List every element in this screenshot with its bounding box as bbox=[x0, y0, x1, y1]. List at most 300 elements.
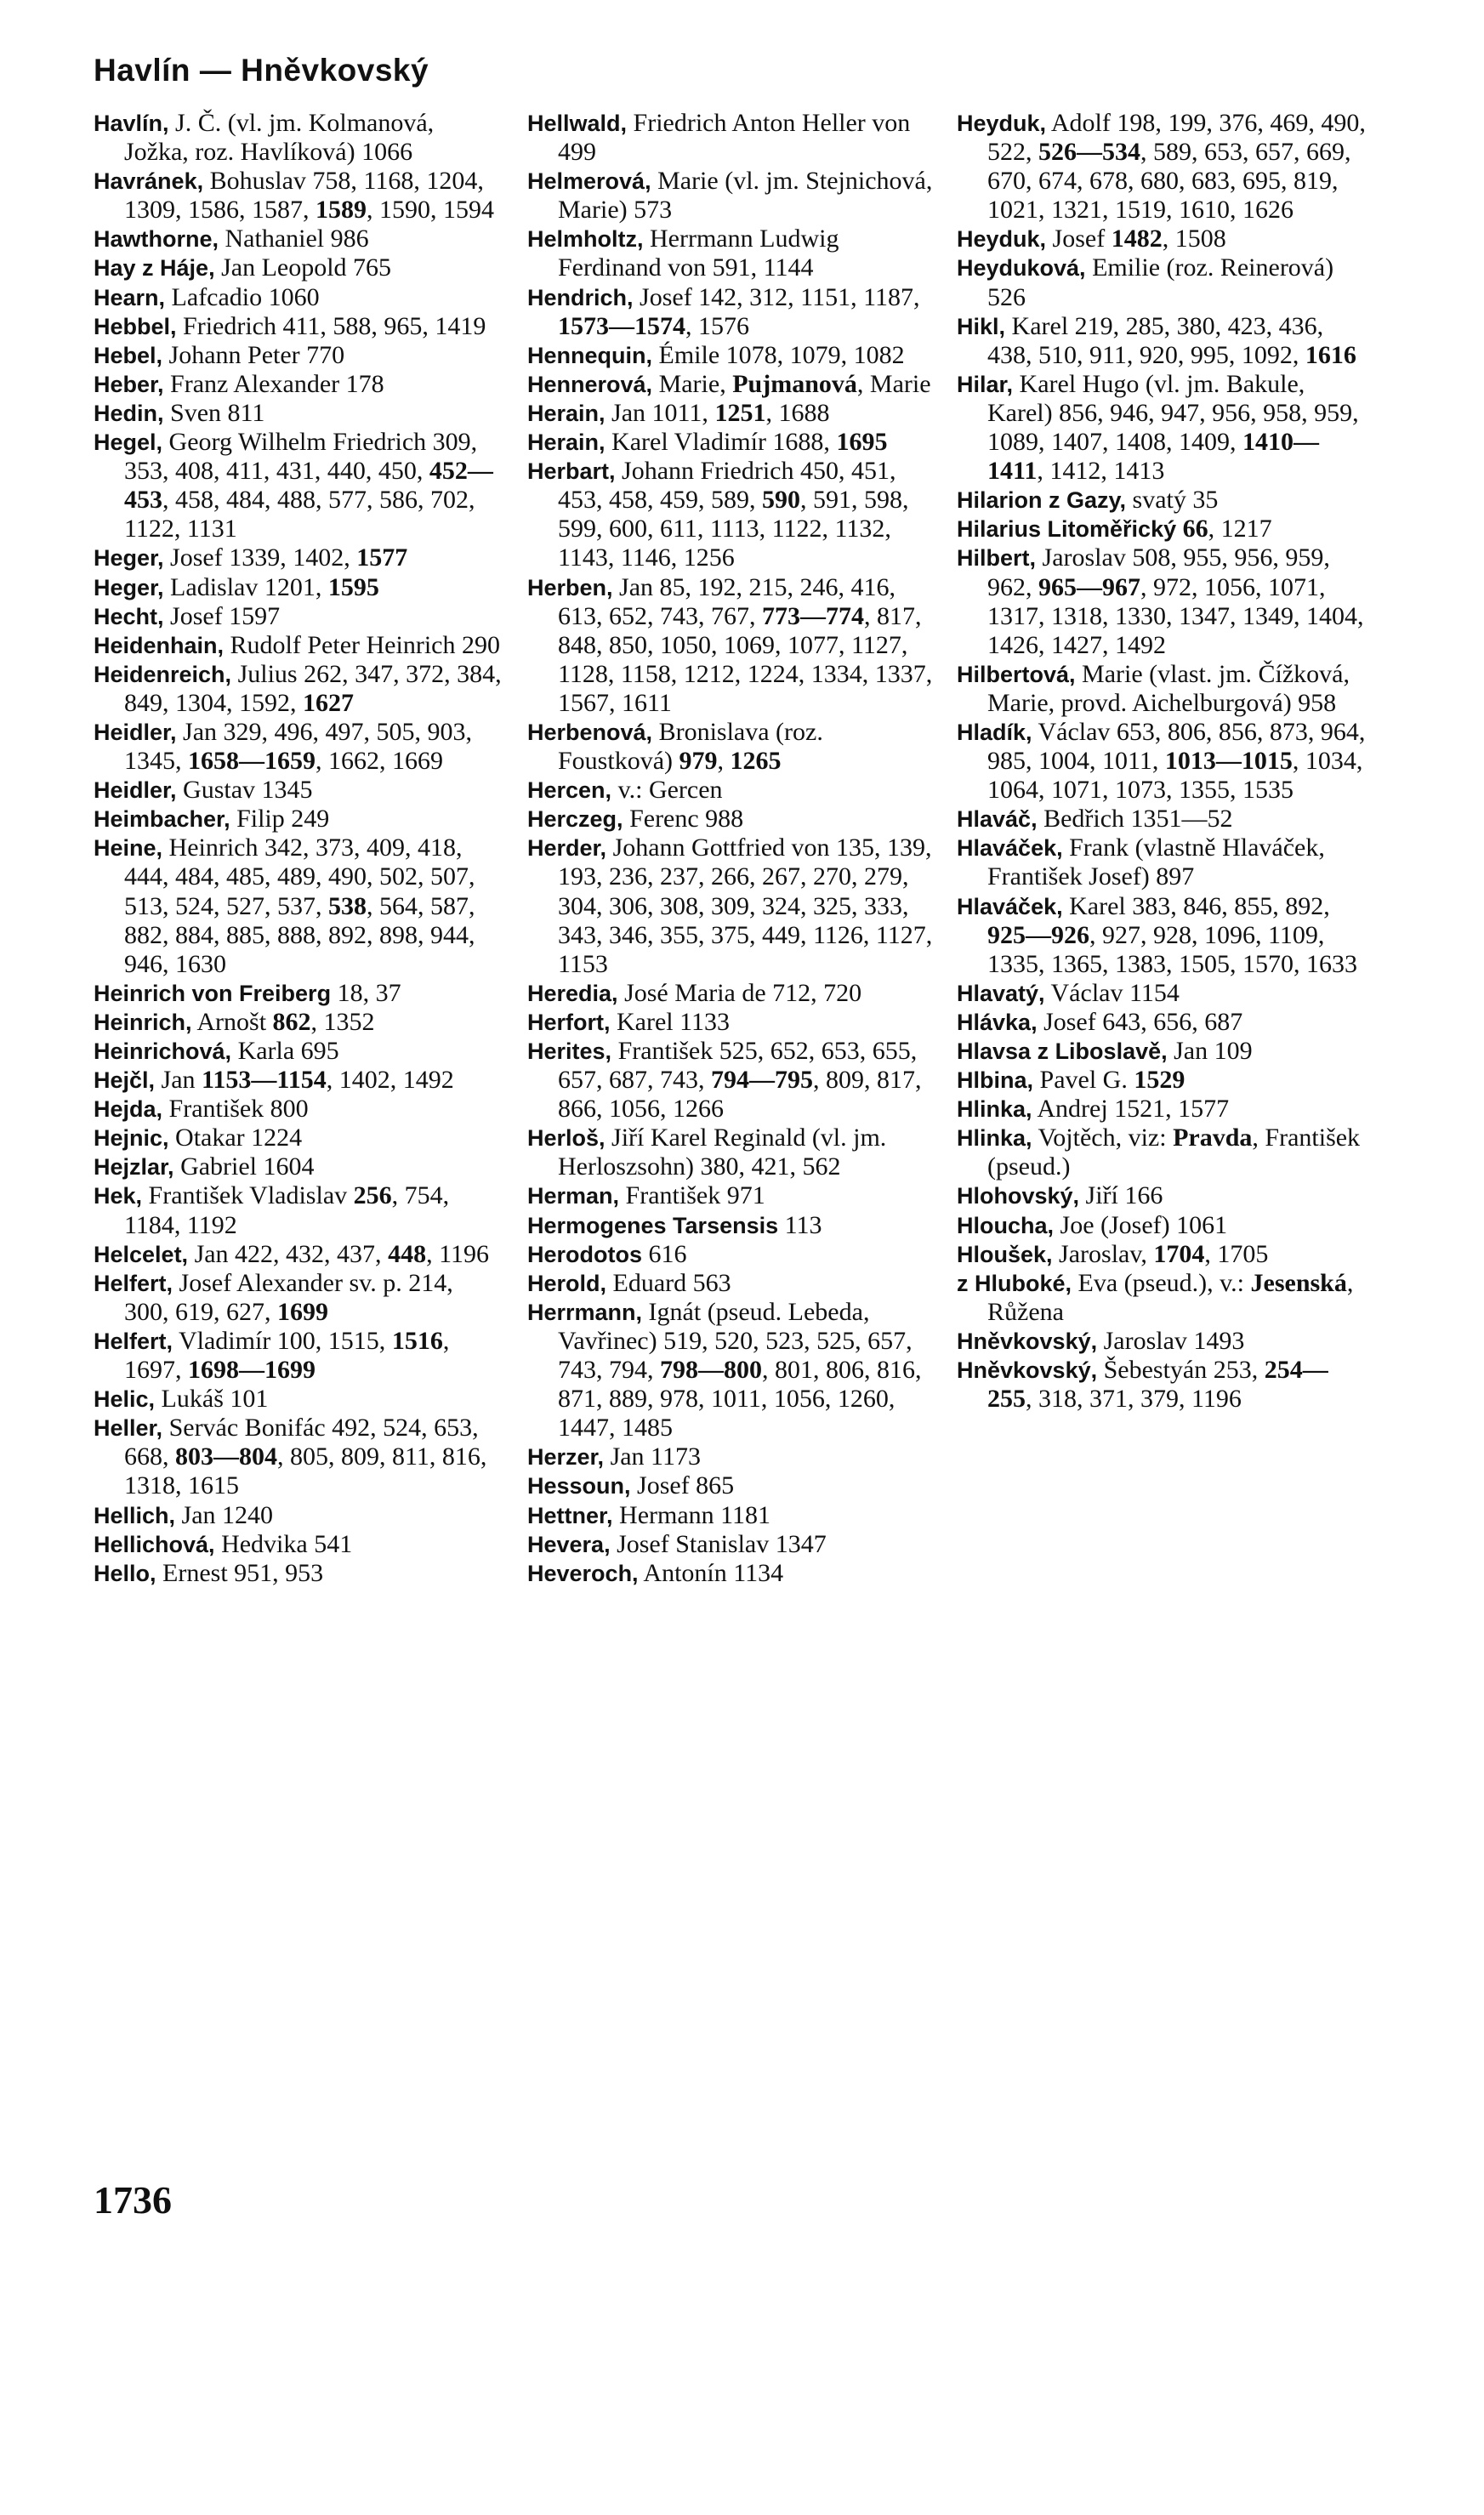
index-entry bbox=[94, 1327, 502, 1385]
index-entry bbox=[94, 834, 502, 978]
index-headword: Helic, bbox=[94, 1386, 156, 1413]
index-headword: Hlávka, bbox=[957, 1009, 1038, 1035]
index-entry bbox=[94, 167, 502, 225]
index-entry bbox=[957, 660, 1369, 718]
index-headword: Hlaváč, bbox=[957, 806, 1038, 833]
index-text: Jaroslav 1493 bbox=[1097, 1326, 1245, 1355]
index-headword: Heinrich, bbox=[94, 1009, 192, 1035]
index-entry bbox=[94, 1559, 502, 1588]
index-text: Jan 1173 bbox=[604, 1442, 701, 1471]
index-text: Karel 219, 285, 380, 423, 436, 438, 510, 911, 920, 995, 1092, bbox=[987, 311, 1324, 369]
index-headword: Hlavatý, bbox=[957, 980, 1045, 1006]
index-headword: Hennequin, bbox=[527, 342, 652, 368]
index-bold-ref: 773—774 bbox=[762, 601, 864, 630]
index-text: Jan 109 bbox=[1167, 1037, 1253, 1065]
index-entry bbox=[94, 1181, 502, 1239]
index-entry bbox=[94, 109, 502, 167]
index-bold-ref: 1410—1411 bbox=[987, 428, 1319, 486]
index-entry bbox=[527, 718, 940, 776]
index-entry bbox=[94, 1240, 502, 1269]
index-text: , 805, 809, 811, 816, 1318, 1615 bbox=[124, 1442, 487, 1500]
index-text: Josef 1339, 1402, bbox=[163, 543, 357, 572]
index-text: J. Č. (vl. jm. Kolmanová, Jožka, roz. Havlíková) 1066 bbox=[124, 109, 435, 167]
index-headword: Hloucha, bbox=[957, 1212, 1055, 1238]
index-headword: Hellwald, bbox=[527, 111, 628, 136]
index-entry bbox=[94, 1385, 502, 1414]
index-text: Arnošt bbox=[191, 1007, 273, 1036]
index-entry bbox=[957, 253, 1369, 311]
index-text: Herrmann Ludwig Ferdinand von 591, 1144 bbox=[558, 225, 839, 282]
index-entry bbox=[94, 399, 502, 428]
index-entry bbox=[527, 1211, 940, 1240]
index-bold-ref: 1699 bbox=[277, 1297, 328, 1326]
index-entry bbox=[527, 805, 940, 834]
index-text: , 318, 371, 379, 1196 bbox=[1026, 1385, 1242, 1414]
index-text: , 564, 587, 882, 884, 885, 888, 892, 898, 944, 946, 1630 bbox=[124, 891, 475, 978]
index-entry bbox=[94, 660, 502, 718]
index-headword: Herzer, bbox=[527, 1444, 605, 1471]
index-entry bbox=[94, 1414, 502, 1500]
index-entry bbox=[957, 1269, 1369, 1327]
index-column-1 bbox=[94, 109, 502, 1588]
index-text: Nathaniel 986 bbox=[219, 225, 369, 253]
index-headword: Hellichová, bbox=[94, 1531, 215, 1557]
index-text: Bedřich 1351—52 bbox=[1037, 805, 1233, 834]
index-entry bbox=[957, 543, 1369, 659]
index-text: Jaroslav, bbox=[1052, 1239, 1154, 1268]
index-text: , 972, 1056, 1071, 1317, 1318, 1330, 1347, 1349, 1404, 1426, 1427, 1492 bbox=[987, 572, 1364, 659]
index-text: , 1412, 1413 bbox=[1037, 457, 1165, 486]
index-text: , 589, 653, 657, 669, 670, 674, 678, 680, 683, 695, 819, 1021, 1321, 1519, 1610, 1626 bbox=[987, 138, 1351, 225]
index-text: Jan 1240 bbox=[175, 1500, 274, 1529]
index-text: Karel 1133 bbox=[610, 1007, 731, 1036]
index-headword: Hilarion z Gazy, bbox=[957, 487, 1127, 514]
index-entry bbox=[94, 1152, 502, 1181]
index-text: , 1196 bbox=[426, 1239, 489, 1268]
index-text: , 1034, 1064, 1071, 1073, 1355, 1535 bbox=[987, 747, 1363, 805]
index-text: Václav 1154 bbox=[1044, 978, 1180, 1007]
index-headword: Herczeg, bbox=[527, 806, 623, 833]
index-entry bbox=[957, 1037, 1369, 1066]
index-text: Johann Gottfried von 135, 139, 193, 236, 237, 266, 267, 270, 279, 304, 306, 308, 309, 324, 325, 333, 343, 346, 355, 375, 449, 1126, 1127, 1153 bbox=[558, 834, 933, 978]
index-entry bbox=[527, 1037, 940, 1124]
index-bold-ref: 1698—1699 bbox=[188, 1356, 316, 1385]
index-text: Marie (vlast. jm. Čížková, Marie, provd. Aichelburgová) 958 bbox=[987, 659, 1350, 717]
index-text: Ignát (pseud. Lebeda, Vavřinec) 519, 520, 523, 525, 657, 743, 794, bbox=[558, 1297, 913, 1385]
index-headword: Hladík, bbox=[957, 719, 1032, 745]
index-text: Jaroslav 508, 955, 956, 959, 962, bbox=[987, 543, 1330, 601]
index-headword: Hegel, bbox=[94, 430, 163, 456]
index-bold-ref: 448 bbox=[388, 1239, 427, 1268]
index-headword: Heinrichová, bbox=[94, 1038, 232, 1064]
index-entry bbox=[94, 283, 502, 312]
index-entry bbox=[527, 1559, 940, 1588]
index-text: Adolf 198, 199, 376, 469, 490, 522, bbox=[987, 109, 1366, 167]
index-text: Lukáš 101 bbox=[155, 1385, 269, 1414]
index-text: Bronislava (roz. Foustková) bbox=[558, 717, 823, 776]
index-entry bbox=[94, 1066, 502, 1095]
index-bold-ref: 1482 bbox=[1111, 225, 1163, 253]
index-bold-ref: 66 bbox=[1182, 515, 1208, 543]
index-headword: Heyduková, bbox=[957, 255, 1086, 282]
index-entry bbox=[527, 1471, 940, 1500]
index-headword: Hellich, bbox=[94, 1502, 176, 1528]
index-text: Émile 1078, 1079, 1082 bbox=[652, 340, 905, 369]
index-text: Josef bbox=[1046, 225, 1112, 253]
index-entry bbox=[957, 718, 1369, 805]
index-text: Julius 262, 347, 372, 384, 849, 1304, 1592, bbox=[124, 659, 502, 717]
index-bold-ref: 862 bbox=[272, 1007, 311, 1036]
index-headword: Heredia, bbox=[527, 980, 618, 1006]
index-headword: z Hluboké, bbox=[957, 1270, 1072, 1296]
index-text: , 1662, 1669 bbox=[316, 747, 443, 776]
index-headword: Heyduk, bbox=[957, 226, 1047, 253]
index-entry bbox=[527, 1124, 940, 1181]
index-bold-ref: 925—926 bbox=[987, 920, 1089, 949]
index-text: Gustav 1345 bbox=[176, 776, 313, 805]
index-entry bbox=[527, 1501, 940, 1530]
index-entry bbox=[94, 602, 502, 631]
index-bold-ref: 1577 bbox=[356, 543, 408, 572]
index-text: Johann Peter 770 bbox=[162, 340, 345, 369]
index-entry bbox=[527, 573, 940, 718]
index-text: Václav 653, 806, 856, 873, 964, 985, 1004, 1011, bbox=[987, 717, 1366, 776]
index-text: Josef 643, 656, 687 bbox=[1037, 1007, 1243, 1036]
index-headword: Hikl, bbox=[957, 313, 1006, 339]
index-text: 616 bbox=[642, 1239, 687, 1268]
index-text: Frank (vlastně Hlaváček, František Josef) 897 bbox=[987, 834, 1325, 891]
index-bold-ref: 1529 bbox=[1134, 1066, 1185, 1095]
index-text: , Marie bbox=[856, 369, 931, 398]
index-entry bbox=[957, 1211, 1369, 1240]
index-headword: Herain, bbox=[527, 430, 606, 456]
index-text: Gabriel 1604 bbox=[173, 1152, 315, 1181]
index-text: Jan 85, 192, 215, 246, 416, 613, 652, 743, 767, bbox=[558, 572, 896, 630]
index-text: Ferenc 988 bbox=[623, 805, 744, 834]
index-headword: Helmerová, bbox=[527, 168, 651, 195]
index-bold-ref: 1516 bbox=[391, 1326, 443, 1355]
index-text: , 1402, 1492 bbox=[326, 1066, 454, 1095]
index-text: Jiří 166 bbox=[1079, 1181, 1163, 1210]
index-text: , 1705 bbox=[1204, 1239, 1269, 1268]
index-text: Jan 329, 496, 497, 505, 903, 1345, bbox=[124, 717, 473, 776]
index-headword: Herloš, bbox=[527, 1125, 606, 1152]
index-entry bbox=[957, 1124, 1369, 1181]
index-headword: Helfert, bbox=[94, 1270, 173, 1296]
index-headword: Hennerová, bbox=[527, 371, 653, 397]
index-entry bbox=[527, 1240, 940, 1269]
index-text: , 1688 bbox=[765, 398, 830, 427]
index-entry bbox=[527, 1181, 940, 1210]
index-headword: Hilarius Litoměřický bbox=[957, 516, 1177, 543]
index-headword: Heber, bbox=[94, 371, 164, 397]
index-text: Karel Hugo (vl. jm. Bakule, Karel) 856, 946, 947, 956, 958, 959, 1089, 1407, 1408, 1409, bbox=[987, 369, 1359, 457]
index-text: , bbox=[717, 747, 731, 776]
index-text: , 927, 928, 1096, 1109, 1335, 1365, 1383, 1505, 1570, 1633 bbox=[987, 920, 1357, 978]
index-text: Heinrich 342, 373, 409, 418, 444, 484, 485, 489, 490, 502, 507, 513, 524, 527, 537, bbox=[124, 834, 475, 920]
index-headword: Hněvkovský, bbox=[957, 1357, 1098, 1384]
index-entry bbox=[957, 892, 1369, 979]
index-text: Eva (pseud.), v.: bbox=[1072, 1268, 1251, 1297]
index-headword: Heidenreich, bbox=[94, 661, 232, 687]
index-headword: Herold, bbox=[527, 1270, 607, 1296]
index-headword: Hejda, bbox=[94, 1096, 163, 1123]
index-headword: Helcelet, bbox=[94, 1241, 189, 1267]
index-headword: Herben, bbox=[527, 574, 613, 600]
index-headword: Hlavsa z Liboslavě, bbox=[957, 1038, 1168, 1064]
index-entry bbox=[94, 543, 502, 572]
index-headword: Heimbacher, bbox=[94, 806, 230, 833]
index-entry bbox=[527, 1442, 940, 1471]
index-headword: Hecht, bbox=[94, 603, 164, 629]
index-headword: Hello, bbox=[94, 1560, 156, 1586]
index-entry bbox=[957, 312, 1369, 370]
index-entry bbox=[527, 428, 940, 457]
index-text: Marie, bbox=[652, 369, 733, 398]
index-entry bbox=[94, 312, 502, 341]
index-headword: Herbenová, bbox=[527, 719, 653, 745]
index-headword: Herrmann, bbox=[527, 1299, 643, 1325]
index-headword: Herain, bbox=[527, 400, 606, 426]
index-text: Franz Alexander 178 bbox=[163, 369, 384, 398]
index-text: , 1576 bbox=[685, 311, 749, 340]
index-text: , 754, 1184, 1192 bbox=[124, 1181, 450, 1239]
index-entry bbox=[527, 834, 940, 978]
index-text: Joe (Josef) 1061 bbox=[1054, 1210, 1228, 1239]
index-entry bbox=[94, 1530, 502, 1559]
index-entry bbox=[527, 370, 940, 399]
index-bold-ref: 979 bbox=[679, 747, 718, 776]
index-text: Marie (vl. jm. Stejnichová, Marie) 573 bbox=[558, 167, 933, 225]
index-text: Josef 1597 bbox=[163, 601, 281, 630]
index-entry bbox=[94, 253, 502, 282]
index-headword: Hercen, bbox=[527, 777, 612, 804]
index-bold-ref: 1265 bbox=[730, 747, 782, 776]
index-headword: Hlinka, bbox=[957, 1096, 1032, 1123]
index-headword: Hay z Háje, bbox=[94, 255, 215, 282]
index-entry bbox=[527, 457, 940, 572]
index-column-2 bbox=[527, 109, 940, 1588]
index-text: František 525, 652, 653, 655, 657, 687, 743, bbox=[558, 1037, 918, 1095]
index-text: , Růžena bbox=[987, 1268, 1354, 1326]
index-bold-ref: 538 bbox=[328, 891, 367, 920]
index-headword: Hilbertová, bbox=[957, 661, 1076, 687]
index-text: svatý 35 bbox=[1126, 486, 1219, 515]
index-headword: Helmholtz, bbox=[527, 226, 644, 253]
index-entry bbox=[527, 399, 940, 428]
index-headword: Hněvkovský, bbox=[957, 1328, 1098, 1354]
index-headword: Hilar, bbox=[957, 371, 1014, 397]
index-text: Bohuslav 758, 1168, 1204, 1309, 1586, 1587, bbox=[124, 167, 484, 225]
index-text: v.: Gercen bbox=[611, 776, 723, 805]
index-headword: Hlaváček, bbox=[957, 835, 1063, 862]
index-headword: Hlbina, bbox=[957, 1067, 1034, 1094]
index-text: Jan 1011, bbox=[605, 398, 715, 427]
running-head: Havlín — Hněvkovský bbox=[94, 53, 429, 88]
index-bold-ref: 1704 bbox=[1153, 1239, 1205, 1268]
index-headword: Herites, bbox=[527, 1038, 612, 1064]
index-entry bbox=[957, 1095, 1369, 1124]
index-headword: Herodotos bbox=[527, 1241, 642, 1267]
index-headword: Heger, bbox=[94, 545, 164, 572]
index-bold-ref: 590 bbox=[762, 486, 800, 515]
index-entry bbox=[527, 341, 940, 370]
index-headword: Helfert, bbox=[94, 1328, 173, 1354]
index-headword: Hessoun, bbox=[527, 1473, 631, 1499]
index-text: , 1352 bbox=[310, 1007, 375, 1036]
index-text: Sven 811 bbox=[163, 398, 265, 427]
index-text: , 809, 817, 866, 1056, 1266 bbox=[558, 1066, 922, 1124]
index-entry bbox=[527, 1298, 940, 1442]
index-entry bbox=[94, 631, 502, 660]
index-text: Eduard 563 bbox=[606, 1268, 731, 1297]
index-text: Hedvika 541 bbox=[214, 1529, 353, 1558]
index-entry bbox=[527, 109, 940, 167]
index-entry bbox=[94, 428, 502, 543]
index-text: Filip 249 bbox=[230, 805, 330, 834]
index-bold-ref: Jesenská bbox=[1250, 1268, 1347, 1297]
index-entry bbox=[527, 1008, 940, 1037]
index-text: Friedrich Anton Heller von 499 bbox=[558, 109, 911, 167]
index-text: Josef 142, 312, 1151, 1187, bbox=[633, 282, 920, 311]
index-bold-ref: 256 bbox=[353, 1181, 392, 1210]
page-number: 1736 bbox=[94, 2178, 172, 2222]
index-headword: Hawthorne, bbox=[94, 226, 219, 253]
index-text: José Maria de 712, 720 bbox=[617, 978, 862, 1007]
index-headword: Heller, bbox=[94, 1415, 163, 1442]
index-text: Josef Stanislav 1347 bbox=[610, 1529, 827, 1558]
index-column-3 bbox=[957, 109, 1369, 1414]
index-entry bbox=[94, 1269, 502, 1327]
index-text: , 591, 598, 599, 600, 611, 1113, 1122, 1132, 1143, 1146, 1256 bbox=[558, 486, 909, 572]
index-text: František 971 bbox=[619, 1181, 765, 1210]
index-entry bbox=[957, 1327, 1369, 1356]
index-text: Jan Leopold 765 bbox=[214, 253, 392, 282]
index-text: Andrej 1521, 1577 bbox=[1032, 1095, 1230, 1124]
index-text: 113 bbox=[778, 1210, 822, 1239]
index-headword: Herman, bbox=[527, 1183, 620, 1209]
index-bold-ref: 798—800 bbox=[660, 1356, 762, 1385]
index-text: Ladislav 1201, bbox=[163, 572, 328, 601]
index-text: , 1508 bbox=[1162, 225, 1226, 253]
index-entry bbox=[527, 167, 940, 225]
index-entry bbox=[94, 1095, 502, 1124]
index-text: František 800 bbox=[162, 1095, 309, 1124]
index-headword: Hermogenes Tarsensis bbox=[527, 1212, 779, 1238]
index-headword: Havlín, bbox=[94, 111, 169, 136]
index-bold-ref: 526—534 bbox=[1038, 138, 1140, 167]
index-entry bbox=[94, 1124, 502, 1152]
index-text: Lafcadio 1060 bbox=[165, 282, 320, 311]
index-text bbox=[1176, 515, 1183, 543]
index-entry bbox=[94, 776, 502, 805]
index-text: Georg Wilhelm Friedrich 309, 353, 408, 411, 431, 440, 450, bbox=[124, 428, 478, 486]
index-bold-ref: 965—967 bbox=[1038, 572, 1140, 601]
index-bold-ref: Pravda bbox=[1173, 1124, 1253, 1152]
index-bold-ref: 1695 bbox=[836, 428, 888, 457]
index-bold-ref: 452—453 bbox=[124, 457, 493, 515]
index-headword: Hebel, bbox=[94, 342, 163, 368]
index-entry bbox=[957, 1240, 1369, 1269]
index-headword: Hejzlar, bbox=[94, 1154, 174, 1181]
index-text: Vojtěch, viz: bbox=[1032, 1124, 1174, 1152]
index-text: , 817, 848, 850, 1050, 1069, 1077, 1127, 1128, 1158, 1212, 1224, 1334, 1337, 1567, 1611 bbox=[558, 601, 933, 717]
index-headword: Hendrich, bbox=[527, 284, 634, 310]
index-entry bbox=[957, 1008, 1369, 1037]
index-entry bbox=[94, 573, 502, 602]
index-headword: Heidler, bbox=[94, 777, 177, 804]
index-text: Šebestyán 253, bbox=[1097, 1356, 1265, 1385]
index-entry bbox=[957, 834, 1369, 891]
index-entry bbox=[94, 1037, 502, 1066]
index-text: Emilie (roz. Reinerová) 526 bbox=[987, 253, 1334, 311]
index-headword: Hebbel, bbox=[94, 313, 177, 339]
index-entry bbox=[94, 370, 502, 399]
index-text: Karel Vladimír 1688, bbox=[605, 428, 837, 457]
index-text: Servác Bonifác 492, 524, 653, 668, bbox=[124, 1414, 479, 1471]
index-text: Antonín 1134 bbox=[638, 1558, 784, 1587]
index-entry bbox=[94, 1501, 502, 1530]
index-bold-ref: 1153—1154 bbox=[202, 1066, 327, 1095]
index-headword: Hilbert, bbox=[957, 545, 1037, 572]
index-entry bbox=[957, 979, 1369, 1008]
index-headword: Hevera, bbox=[527, 1531, 611, 1557]
index-bold-ref: 1589 bbox=[316, 196, 367, 225]
index-entry bbox=[957, 225, 1369, 253]
index-headword: Herfort, bbox=[527, 1009, 611, 1035]
index-text: , 801, 806, 816, 871, 889, 978, 1011, 1056, 1260, 1447, 1485 bbox=[558, 1356, 922, 1442]
index-entry bbox=[94, 718, 502, 776]
index-text: Ernest 951, 953 bbox=[156, 1558, 324, 1587]
index-text: Josef Alexander sv. p. 214, 300, 619, 627, bbox=[124, 1268, 453, 1326]
index-text: Jiří Karel Reginald (vl. jm. Herloszsohn) 380, 421, 562 bbox=[558, 1124, 887, 1181]
index-headword: Hlinka, bbox=[957, 1125, 1032, 1152]
index-headword: Hloušek, bbox=[957, 1241, 1053, 1267]
index-text: , 1590, 1594 bbox=[367, 196, 494, 225]
index-headword: Hearn, bbox=[94, 284, 166, 310]
index-text: Hermann 1181 bbox=[612, 1500, 771, 1529]
index-text: Rudolf Peter Heinrich 290 bbox=[224, 630, 500, 659]
index-entry bbox=[957, 486, 1369, 515]
index-entry bbox=[94, 805, 502, 834]
index-entry bbox=[957, 1066, 1369, 1095]
index-bold-ref: 1627 bbox=[303, 688, 354, 717]
index-entry bbox=[527, 776, 940, 805]
index-text: Karla 695 bbox=[231, 1037, 339, 1065]
index-bold-ref: 1658—1659 bbox=[188, 747, 316, 776]
index-bold-ref: 254—255 bbox=[987, 1356, 1328, 1414]
index-entry bbox=[957, 515, 1369, 543]
index-entry bbox=[527, 225, 940, 282]
index-bold-ref: 1595 bbox=[327, 572, 379, 601]
index-headword: Hettner, bbox=[527, 1502, 613, 1528]
index-text: , 1697, bbox=[124, 1326, 450, 1385]
index-text: Vladimír 100, 1515, bbox=[173, 1326, 392, 1355]
index-entry bbox=[527, 979, 940, 1008]
index-bold-ref: Pujmanová bbox=[732, 369, 857, 398]
index-headword: Heidenhain, bbox=[94, 632, 225, 658]
index-entry bbox=[94, 341, 502, 370]
index-entry bbox=[957, 109, 1369, 225]
index-entry bbox=[94, 979, 502, 1008]
index-text: , František (pseud.) bbox=[987, 1124, 1361, 1181]
index-headword: Herder, bbox=[527, 835, 607, 862]
index-entry bbox=[527, 1530, 940, 1559]
index-headword: Heidler, bbox=[94, 719, 177, 745]
index-bold-ref: 1251 bbox=[714, 398, 766, 427]
index-text: František Vladislav bbox=[142, 1181, 354, 1210]
index-entry bbox=[527, 283, 940, 341]
